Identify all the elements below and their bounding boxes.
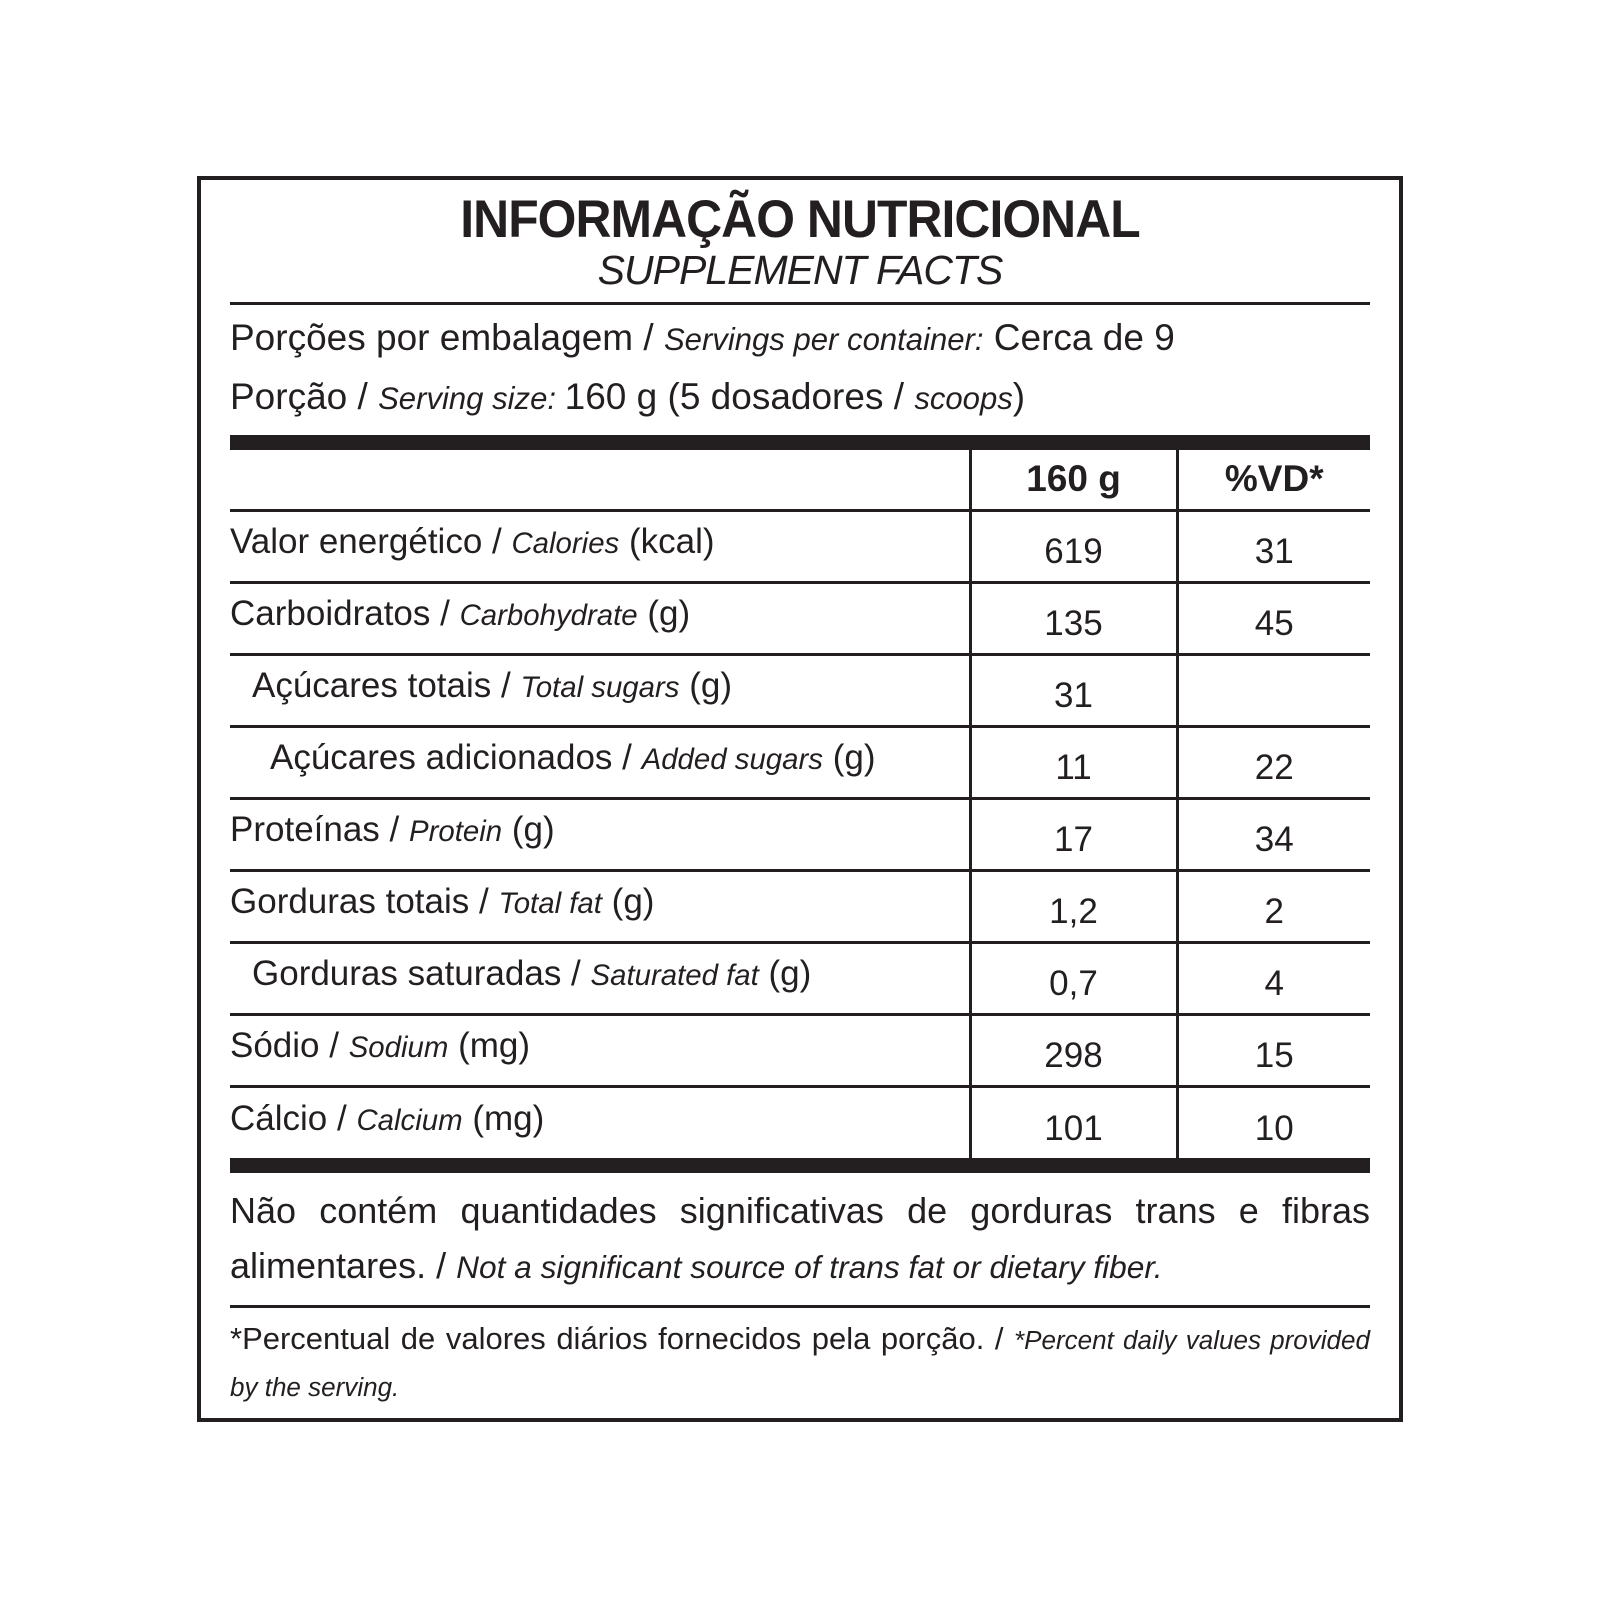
header-divider (230, 302, 1370, 305)
amount-cell: 17 (970, 798, 1177, 870)
row-label-unit: (g) (679, 666, 732, 705)
dv-cell: 22 (1177, 726, 1370, 798)
row-label-pt: Gorduras totais / (230, 882, 499, 921)
servings-en-text: Servings per container: (663, 322, 984, 357)
row-label-pt: Gorduras saturadas / (252, 954, 591, 993)
thick-divider-top (230, 435, 1370, 450)
row-label-en: Sodium (348, 1031, 449, 1064)
serving-size-en2-text: scoops (914, 381, 1013, 416)
row-label-pt: Açúcares adicionados / (270, 738, 642, 777)
row-label (230, 654, 970, 726)
dv-cell: 2 (1177, 870, 1370, 942)
servings-value: Cerca de 9 (983, 317, 1175, 358)
serving-size-pt-text: Porção / (230, 376, 379, 417)
serving-size-line (230, 368, 1370, 427)
label-subtitle: SUPPLEMENT FACTS (597, 247, 1003, 293)
row-label-en: Total sugars (520, 671, 680, 704)
row-label-en: Protein (408, 815, 503, 848)
footnote-pt-text: *Percentual de valores diários fornecidos pela porção. / (230, 1321, 1015, 1356)
row-label-unit: (mg) (462, 1098, 545, 1138)
nutrition-label (197, 176, 1403, 1422)
table-row (230, 870, 1370, 942)
table-row (230, 942, 1370, 1014)
amount-cell: 31 (970, 654, 1177, 726)
row-label-unit: (kcal) (619, 522, 715, 561)
row-label-unit: (g) (637, 594, 691, 633)
row-label (230, 1086, 970, 1158)
row-label-pt: Cálcio / (230, 1098, 357, 1138)
row-label-pt: Sódio / (230, 1026, 349, 1065)
row-label-pt: Proteínas / (230, 810, 409, 849)
row-label (230, 1014, 970, 1086)
row-label-pt: Carboidratos / (230, 594, 460, 633)
footnote-en-text: *Percent daily values provided by the serving. (230, 1325, 1370, 1402)
row-label-unit: (g) (601, 882, 655, 921)
column-header-amount: 160 g (970, 450, 1177, 510)
no-significant-note (230, 1183, 1370, 1295)
table-row (230, 582, 1370, 654)
row-label-en: Calcium (356, 1103, 463, 1137)
row-label (230, 726, 970, 798)
dv-cell: 4 (1177, 942, 1370, 1014)
table-row (230, 1086, 1370, 1158)
table-row (230, 654, 1370, 726)
row-label (230, 798, 970, 870)
amount-cell: 135 (970, 582, 1177, 654)
row-label-unit: (g) (502, 810, 555, 849)
column-header-dv: %VD* (1177, 450, 1370, 510)
table-header-row (230, 450, 1370, 510)
note-pt-text: Não contém quantidades significativas de gorduras trans e fibras alimentares. / (230, 1190, 1370, 1286)
servings-pt-text: Porções por embalagem / (230, 317, 664, 358)
row-label (230, 870, 970, 942)
amount-cell: 101 (970, 1086, 1177, 1158)
nutrition-table (230, 450, 1370, 1158)
table-row (230, 510, 1370, 582)
dv-cell: 10 (1177, 1086, 1370, 1158)
row-label (230, 942, 970, 1014)
serving-size-tail: ) (1012, 376, 1026, 417)
column-header-empty (230, 450, 970, 510)
serving-size-en-text: Serving size: (378, 381, 565, 416)
row-label-en: Added sugars (641, 743, 823, 776)
dv-cell: 31 (1177, 510, 1370, 582)
dv-cell (1177, 654, 1370, 726)
row-label-unit: (mg) (448, 1026, 531, 1065)
amount-cell: 11 (970, 726, 1177, 798)
label-title: INFORMAÇÃO NUTRICIONAL (460, 190, 1140, 249)
row-label-pt: Açúcares totais / (252, 666, 521, 705)
table-row (230, 1014, 1370, 1086)
table-row (230, 726, 1370, 798)
amount-cell: 619 (970, 510, 1177, 582)
row-label-pt: Valor energético / (230, 522, 512, 561)
amount-cell: 298 (970, 1014, 1177, 1086)
row-label (230, 582, 970, 654)
amount-cell: 1,2 (970, 870, 1177, 942)
row-label-en: Total fat (498, 887, 602, 920)
row-label-en: Carbohydrate (459, 599, 638, 632)
table-row (230, 798, 1370, 870)
dv-cell: 34 (1177, 798, 1370, 870)
servings-per-container-line (230, 309, 1370, 368)
serving-size-value: 160 g (5 dosadores / (564, 376, 915, 417)
thick-divider-bottom (230, 1158, 1370, 1173)
dv-cell: 45 (1177, 582, 1370, 654)
daily-value-footnote (230, 1316, 1370, 1410)
row-label-unit: (g) (822, 738, 876, 777)
row-label-en: Calories (511, 527, 620, 560)
amount-cell: 0,7 (970, 942, 1177, 1014)
footnote-divider (230, 1305, 1370, 1308)
dv-cell: 15 (1177, 1014, 1370, 1086)
row-label (230, 510, 970, 582)
row-label-unit: (g) (758, 954, 812, 993)
note-en-text: Not a significant source of trans fat or dietary fiber. (456, 1249, 1163, 1285)
row-label-en: Saturated fat (590, 959, 759, 992)
